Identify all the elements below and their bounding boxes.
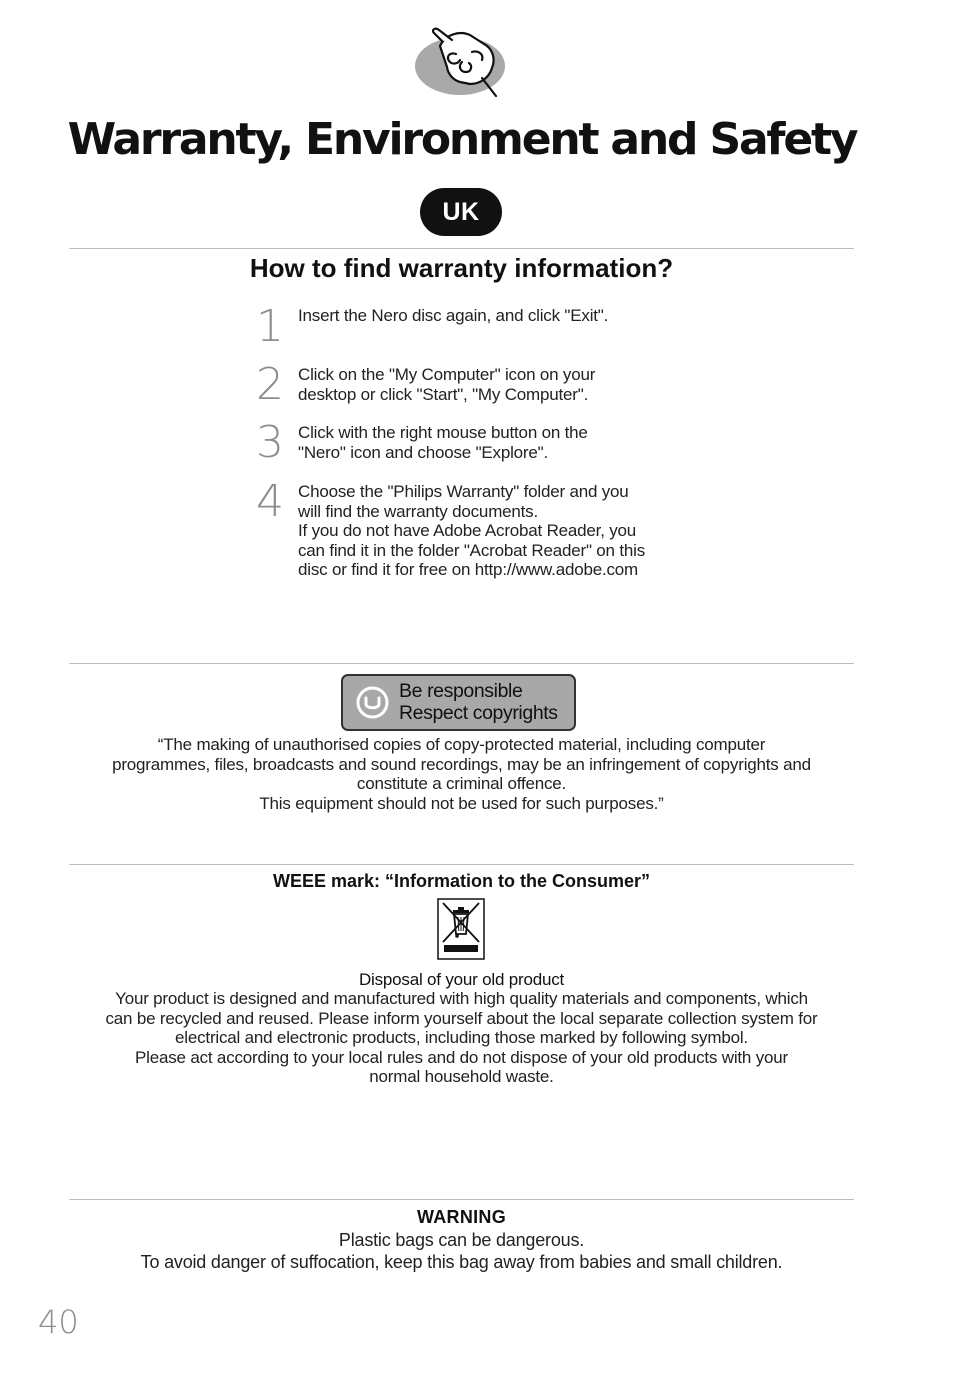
badge-text xyxy=(399,680,558,724)
step-line: Click on the "My Computer" icon on your xyxy=(298,365,596,384)
copyright-badge xyxy=(341,674,576,731)
warning-line: To avoid danger of suffocation, keep this bag away from babies and small children. xyxy=(140,1252,783,1272)
step-line: can find it in the folder "Acrobat Reader" on this xyxy=(298,540,645,560)
step-number: 1 xyxy=(256,301,284,352)
step-number: 4 xyxy=(256,476,284,527)
language-badge: UK xyxy=(420,188,502,236)
page-number: 40 xyxy=(38,1303,79,1341)
weee-heading: WEEE mark: “Information to the Consumer” xyxy=(272,871,651,891)
step-line: Click with the right mouse button on the xyxy=(298,423,588,442)
step-text xyxy=(298,482,698,580)
notice-line: “The making of unauthorised copies of copy-protected material, including computer xyxy=(157,735,766,754)
step-text xyxy=(298,365,698,404)
weee-text xyxy=(69,989,854,1087)
section-divider xyxy=(69,1199,854,1200)
page-title: Warranty, Environment and Safety xyxy=(67,114,857,165)
weee-line: Please act according to your local rules and do not dispose of your old products with your xyxy=(135,1047,788,1067)
copyright-notice xyxy=(69,735,854,813)
badge-line: Respect copyrights xyxy=(399,702,558,724)
weee-line: normal household waste. xyxy=(369,1067,554,1086)
step-line: Choose the "Philips Warranty" folder and you xyxy=(298,482,629,501)
step-text xyxy=(298,306,698,326)
notice-line: This equipment should not be used for such purposes.” xyxy=(259,793,664,813)
step-text xyxy=(298,423,698,462)
step-line: desktop or click "Start", "My Computer". xyxy=(298,384,589,404)
section-divider xyxy=(69,864,854,865)
step-line: If you do not have Adobe Acrobat Reader, you xyxy=(298,521,637,540)
step-line: disc or find it for free on http://www.adobe.com xyxy=(298,560,639,579)
section-divider xyxy=(69,248,854,249)
step-line: "Nero" icon and choose "Explore". xyxy=(298,442,549,462)
copyright-ring-icon xyxy=(356,686,389,719)
weee-line: electrical and electronic products, including those marked by following symbol. xyxy=(175,1028,748,1047)
step-number: 2 xyxy=(256,359,284,410)
crossed-out-wheelie-bin-icon xyxy=(437,898,485,960)
pointing-hand-icon xyxy=(412,26,508,100)
section-divider xyxy=(69,663,854,664)
warning-text xyxy=(69,1229,854,1273)
notice-line: constitute a criminal offence. xyxy=(356,774,567,793)
warning-line: Plastic bags can be dangerous. xyxy=(338,1230,585,1250)
warranty-heading: How to find warranty information? xyxy=(249,253,674,283)
weee-line: can be recycled and reused. Please inform yourself about the local separate collection system for xyxy=(105,1008,818,1028)
weee-subheading: Disposal of your old product xyxy=(358,970,565,989)
step-line: will find the warranty documents. xyxy=(298,501,539,521)
badge-line: Be responsible xyxy=(399,680,523,702)
notice-line: programmes, files, broadcasts and sound recordings, may be an infringement of copyrights and xyxy=(112,754,811,774)
step-line: Insert the Nero disc again, and click "Exit". xyxy=(298,306,609,325)
warning-heading: WARNING xyxy=(416,1207,507,1227)
weee-line: Your product is designed and manufactured with high quality materials and components, which xyxy=(115,989,808,1008)
step-number: 3 xyxy=(256,417,284,468)
